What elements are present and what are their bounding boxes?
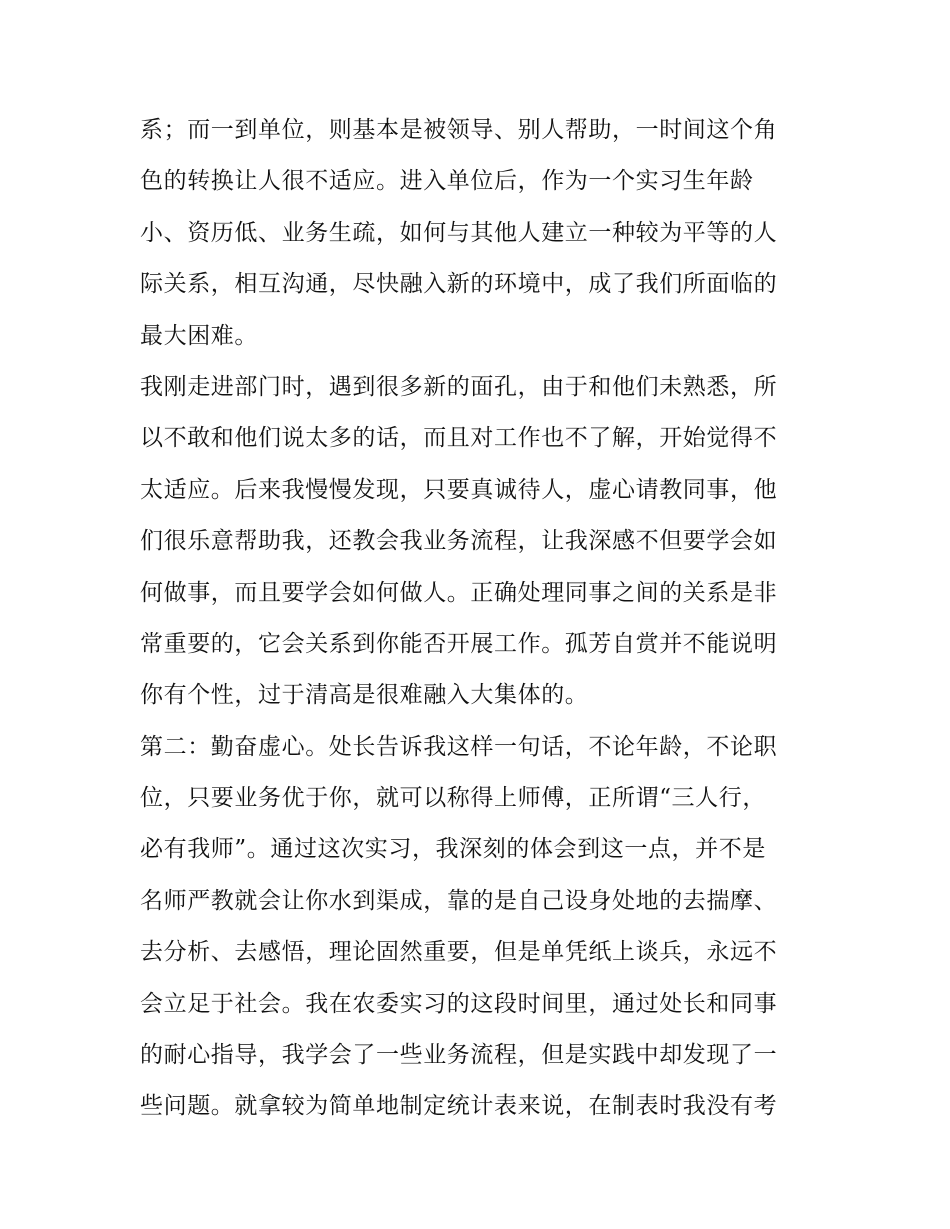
text-line: 名师严教就会让你水到渠成，靠的是自己设身处地的去揣摩、 bbox=[140, 887, 778, 914]
text-line: 必有我师”。通过这次实习，我深刻的体会到这一点，并不是 bbox=[140, 836, 766, 863]
text-line: 小、资历低、业务生疏，如何与其他人建立一种较为平等的人 bbox=[140, 219, 778, 246]
body-text bbox=[140, 105, 820, 1133]
text-line: 何做事，而且要学会如何做人。正确处理同事之间的关系是非 bbox=[140, 579, 778, 606]
text-line: 以不敢和他们说太多的话，而且对工作也不了解，开始觉得不 bbox=[140, 425, 778, 452]
text-line: 你有个性，过于清高是很难融入大集体的。 bbox=[140, 682, 589, 709]
text-line: 们很乐意帮助我，还教会我业务流程，让我深感不但要学会如 bbox=[140, 528, 778, 555]
text-line: 常重要的，它会关系到你能否开展工作。孤芳自赏并不能说明 bbox=[140, 630, 778, 657]
text-line: 会立足于社会。我在农委实习的这段时间里，通过处长和同事 bbox=[140, 990, 778, 1017]
text-line: 第二：勤奋虚心。处长告诉我这样一句话，不论年龄，不论职 bbox=[140, 733, 778, 760]
text-line: 系；而一到单位，则基本是被领导、别人帮助，一时间这个角 bbox=[140, 117, 778, 143]
text-line: 最大困难。 bbox=[140, 322, 258, 349]
text-line: 太适应。后来我慢慢发现，只要真诚待人，虚心请教同事，他 bbox=[140, 476, 778, 503]
text-line: 位，只要业务优于你，就可以称得上师傅，正所谓“三人行， bbox=[140, 785, 766, 812]
text-line: 去分析、去感悟，理论固然重要，但是单凭纸上谈兵，永远不 bbox=[140, 939, 778, 966]
text-line: 些问题。就拿较为简单地制定统计表来说，在制表时我没有考 bbox=[140, 1093, 778, 1120]
text-line: 际关系，相互沟通，尽快融入新的环境中，成了我们所面临的 bbox=[140, 271, 778, 298]
text-line: 色的转换让人很不适应。进入单位后，作为一个实习生年龄 bbox=[140, 168, 754, 195]
text-line: 的耐心指导，我学会了一些业务流程，但是实践中却发现了一 bbox=[140, 1042, 778, 1069]
text-line: 我刚走进部门时，遇到很多新的面孔，由于和他们未熟悉，所 bbox=[140, 373, 778, 400]
